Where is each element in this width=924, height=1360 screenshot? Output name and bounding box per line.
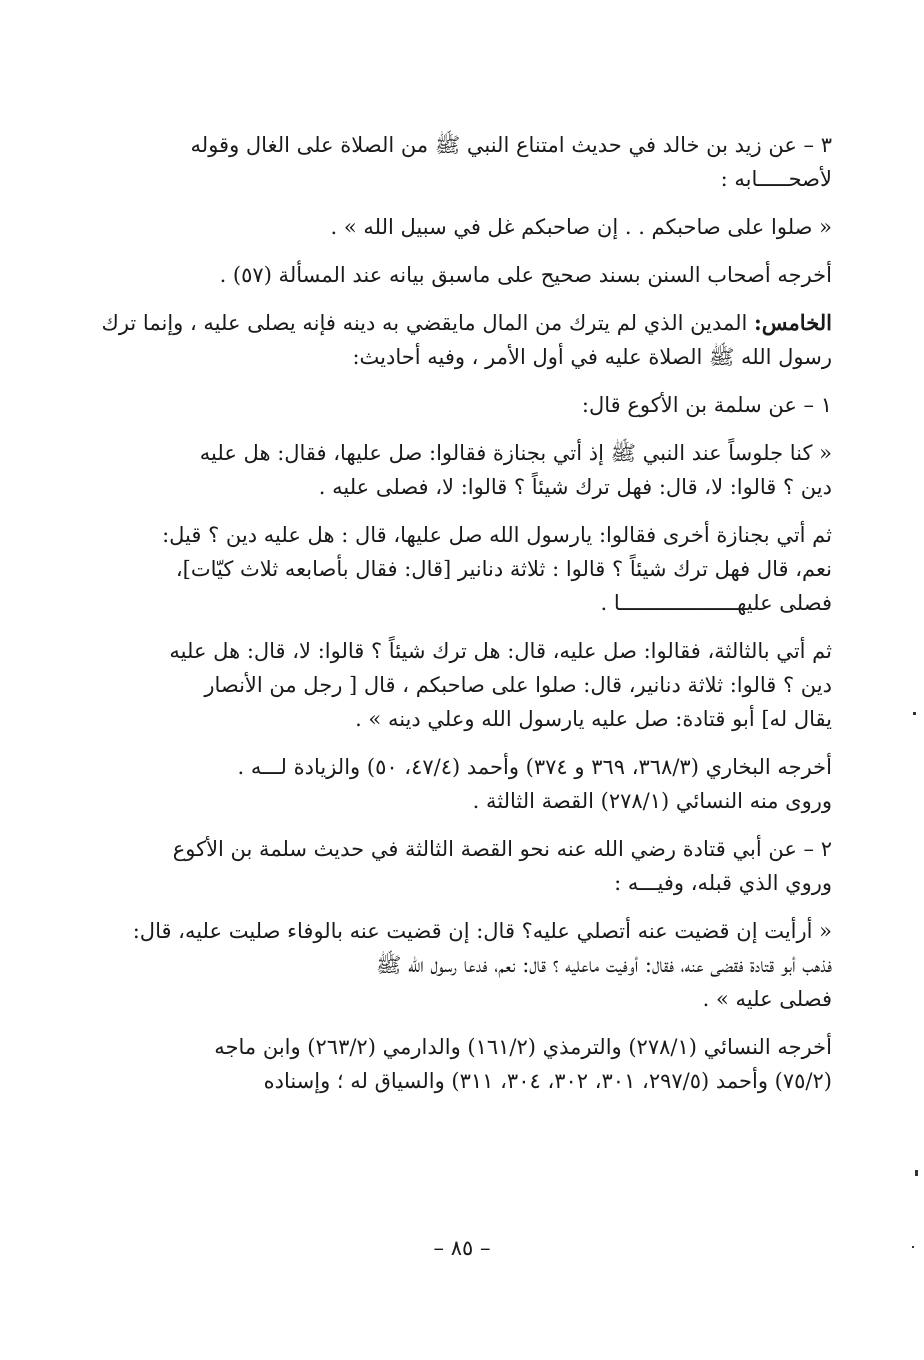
scan-speck — [913, 712, 916, 715]
text-line: لأصحـــــابه : — [720, 167, 832, 191]
page-number: – ٨٥ – — [433, 1236, 491, 1260]
text-line: أخرجه أصحاب السنن بسند صحيح على ماسبق بيانه عند المسألة (٥٧) . — [219, 263, 832, 287]
text-line: فصلى عليه » . — [702, 987, 832, 1011]
paragraph-reference — [92, 258, 832, 292]
text-line: ٢ – عن أبي قتادة رضي الله عنه نحو القصة الثالثة في حديث سلمة بن الأكوع — [172, 837, 832, 861]
text-line: « كنا جلوساً عند النبي ﷺ إذ أتي بجنازة فقالوا: صل عليها، فقال: هل عليه — [199, 441, 832, 465]
paragraph-fifth-debtor — [92, 306, 832, 374]
text-line: ثم أتي بجنازة أخرى فقالوا: يارسول الله صل عليها، قال : هل عليه دين ؟ قيل: — [162, 523, 832, 547]
text-line: أخرجه النسائي (٢٧٨/١) والترمذي (١٦١/٢) والدارمي (٢٦٣/٢) وابن ماجه — [214, 1035, 832, 1059]
text-line: (٧٥/٢) وأحمد (٢٩٧/٥، ٣٠١، ٣٠٢، ٣٠٤، ٣١١) والسياق له ؛ وإسناده — [263, 1069, 832, 1093]
scan-speck — [915, 1170, 918, 1176]
text-line: وروي الذي قبله، وفيـــه : — [614, 871, 832, 895]
text-line: رسول الله ﷺ الصلاة عليه في أول الأمر ، وفيه أحاديث: — [352, 345, 832, 369]
text-line: فذهب أبو قتادة فقضى عنه، فقال: أوفيت ماعليه ؟ قال: نعم، فدعا رسول الله ﷺ — [376, 953, 832, 977]
text-line: « صلوا على صاحبكم . . إن صاحبكم غل في سبيل الله » . — [330, 215, 832, 239]
text-line: دين ؟ قالوا: لا، قال: فهل ترك شيئاً ؟ قالوا: لا، فصلى عليه . — [318, 475, 832, 499]
text-line: ٣ – عن زيد بن خالد في حديث امتناع النبي ﷺ من الصلاة على الغال وقوله — [190, 133, 832, 157]
text-line: فصلى عليهـــــــــــــــــــا . — [600, 591, 832, 615]
scan-speck — [912, 1246, 914, 1248]
paragraph-second-funeral — [92, 518, 832, 620]
text-line: أخرجه البخاري (٣٦٨/٣، ٣٦٩ و ٣٧٤) وأحمد (٤٧/٤، ٥٠) والزيادة لـــه . — [237, 755, 832, 779]
text-line: وروى منه النسائي (٢٧٨/١) القصة الثالثة . — [472, 789, 832, 813]
paragraph-nasai-reference — [92, 1030, 832, 1098]
paragraph-first-funeral — [92, 436, 832, 504]
paragraph-bukhari-reference — [92, 750, 832, 818]
paragraph-third-funeral — [92, 634, 832, 736]
paragraph-abu-qatada — [92, 832, 832, 900]
paragraph-quote-pray — [92, 210, 832, 244]
text-line — [92, 306, 832, 340]
text-line: ثم أتي بالثالثة، فقالوا: صل عليه، قال: هل ترك شيئاً ؟ قالوا: لا، قال: هل عليه — [169, 639, 832, 663]
page-body — [92, 128, 832, 1112]
text-line: يقال له] أبو قتادة: صل عليه يارسول الله وعلي دينه » . — [355, 707, 832, 731]
text-line-rest: المدين الذي لم يترك من المال مايقضي به دينه فإنه يصلى عليه ، وإنما ترك — [101, 311, 748, 335]
section-heading: الخامس: — [754, 310, 832, 335]
paragraph-salama-intro — [92, 388, 832, 422]
paragraph-zaid-hadith — [92, 128, 832, 196]
text-line: دين ؟ قالوا: ثلاثة دنانير، قال: صلوا على صاحبكم ، قال [ رجل من الأنصار — [204, 673, 832, 697]
text-line: « أرأيت إن قضيت عنه أتصلي عليه؟ قال: إن قضيت عنه بالوفاء صليت عليه، قال: — [132, 919, 832, 943]
text-line: نعم، قال فهل ترك شيئاً ؟ قالوا : ثلاثة دنانير [قال: فقال بأصابعه ثلاث كيّات]، — [175, 557, 832, 581]
paragraph-abu-qatada-quote — [92, 914, 832, 1016]
text-line: ١ – عن سلمة بن الأكوع قال: — [581, 393, 832, 417]
